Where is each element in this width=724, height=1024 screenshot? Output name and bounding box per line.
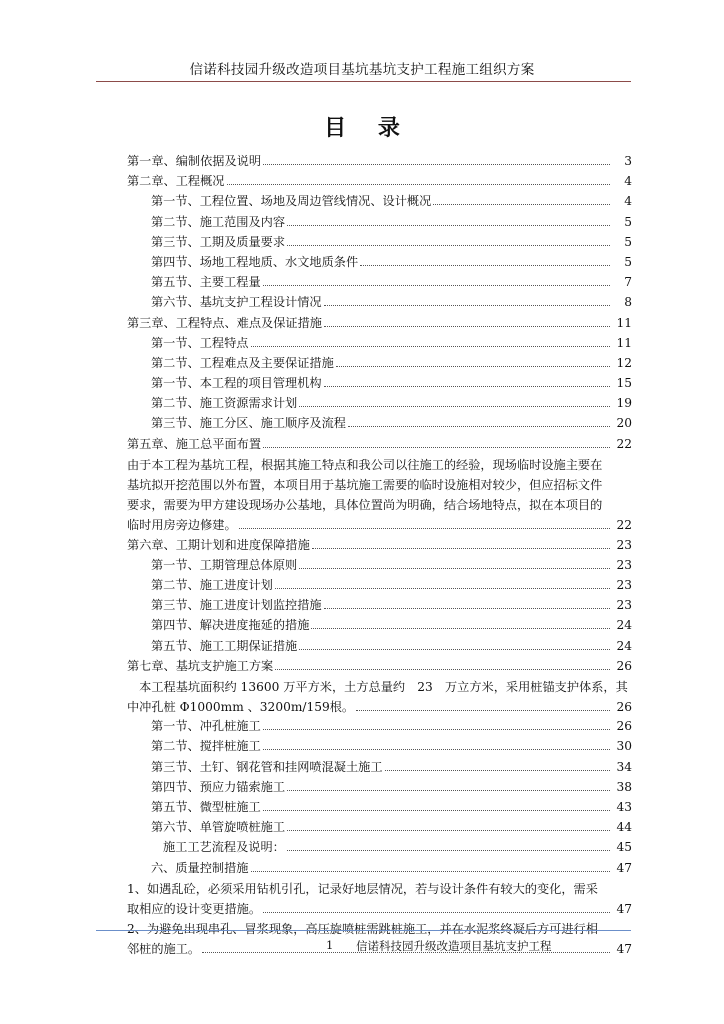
toc-entry[interactable] xyxy=(127,899,632,919)
toc-dot-leader xyxy=(287,225,610,226)
toc-dot-leader xyxy=(275,588,610,589)
toc-entry[interactable] xyxy=(127,273,632,293)
toc-entry[interactable] xyxy=(127,576,632,596)
toc-dot-leader xyxy=(263,164,610,165)
toc-dot-leader xyxy=(263,810,610,811)
toc-entry[interactable] xyxy=(127,172,632,192)
toc-entry-label: 第四节、场地工程地质、水文地质条件 xyxy=(151,254,359,269)
toc-dot-leader xyxy=(263,729,610,730)
toc-entry[interactable] xyxy=(127,758,632,778)
toc-entry[interactable] xyxy=(127,697,632,717)
toc-paragraph-2 xyxy=(127,677,632,717)
toc-entry-label: 第六章、工期计划和进度保障措施 xyxy=(127,537,310,552)
toc-dot-leader xyxy=(324,305,610,306)
toc-paragraph-3 xyxy=(127,879,632,919)
toc-dot-leader xyxy=(287,790,610,791)
paragraph-line-text: 1、如遇乱砼，必须采用钻机引孔，记录好地层情况，若与设计条件有较大的变化，需采 xyxy=(127,881,598,896)
toc-entry-page: 26 xyxy=(616,700,632,715)
toc-entry-label: 第一节、冲孔桩施工 xyxy=(151,719,261,734)
toc-entry[interactable] xyxy=(127,435,632,455)
toc-entry-label: 第二节、搅拌桩施工 xyxy=(151,739,261,754)
toc-entry[interactable] xyxy=(127,213,632,233)
paragraph-line-text: 要求，需要为甲方建设现场办公基地，具体位置尚为明确，结合场地特点，拟在本项目的 xyxy=(127,498,603,513)
toc-entry[interactable] xyxy=(127,374,632,394)
footer-title: 信诺科技园升级改造项目基坑支护工程 xyxy=(356,939,552,953)
toc-entry-label: 第六节、基坑支护工程设计情况 xyxy=(151,295,322,310)
toc-dot-leader xyxy=(263,912,610,913)
toc-entry-label: 第三节、施工分区、施工顺序及流程 xyxy=(151,416,346,431)
toc-entry-page: 23 xyxy=(616,557,632,572)
toc-entry-page: 11 xyxy=(616,315,632,330)
toc-entry-label: 第四节、预应力锚索施工 xyxy=(151,779,286,794)
toc-entry[interactable] xyxy=(127,859,632,879)
toc-entry-label: 第二节、施工进度计划 xyxy=(151,577,273,592)
toc-entry-page: 5 xyxy=(624,214,632,229)
toc-dot-leader xyxy=(360,265,610,266)
paragraph-line xyxy=(127,495,632,515)
toc-entry-page: 24 xyxy=(616,618,632,633)
toc-entry-page: 5 xyxy=(624,254,632,269)
toc-entry-label: 第二节、施工资源需求计划 xyxy=(151,396,298,411)
toc-entry-label: 第六节、单管旋喷桩施工 xyxy=(151,820,286,835)
toc-dot-leader xyxy=(299,406,610,407)
toc-entry[interactable] xyxy=(127,293,632,313)
toc-entry-page: 4 xyxy=(624,194,632,209)
paragraph-line-text: 由于本工程为基坑工程，根据其施工特点和我公司以往施工的经验，现场临时设施主要在 xyxy=(127,457,603,472)
toc-entry[interactable] xyxy=(127,556,632,576)
toc-entry[interactable] xyxy=(127,253,632,273)
toc-entry-label: 第七章、基坑支护施工方案 xyxy=(127,658,274,673)
toc-entry[interactable] xyxy=(127,414,632,434)
toc-entry-page: 5 xyxy=(624,234,632,249)
toc-entry-label: 第一节、工程特点 xyxy=(151,335,249,350)
toc-entry-label: 中冲孔桩 Φ1000mm 、3200m/159根。 xyxy=(127,700,355,715)
toc-dot-leader xyxy=(263,447,610,448)
toc-entry[interactable] xyxy=(127,152,632,172)
toc-entry-label: 取相应的设计变更措施。 xyxy=(127,901,262,916)
toc-dot-leader xyxy=(356,710,610,711)
toc-entry[interactable] xyxy=(127,394,632,414)
toc-dot-leader xyxy=(251,346,611,347)
toc-entry[interactable] xyxy=(127,515,632,535)
toc-entry-page: 43 xyxy=(616,800,632,814)
paragraph-line xyxy=(127,455,632,475)
toc-entry-page: 47 xyxy=(616,860,632,875)
toc-entry-label: 第四节、解决进度拖延的措施 xyxy=(151,618,310,633)
toc-group-1 xyxy=(127,152,632,455)
header-title: 信诺科技园升级改造项目基坑基坑支护工程施工组织方案 xyxy=(189,62,535,78)
toc-dot-leader xyxy=(348,426,610,427)
toc-entry-page: 23 xyxy=(616,598,632,613)
toc-entry-page: 7 xyxy=(624,275,632,290)
toc-paragraph-1 xyxy=(127,455,632,536)
toc-entry-label: 临时用房旁边修建。 xyxy=(127,518,237,533)
toc-entry[interactable] xyxy=(127,818,632,838)
toc-entry-page: 22 xyxy=(616,436,632,451)
toc-entry-label: 第五节、微型桩施工 xyxy=(151,800,261,814)
toc-entry-page: 23 xyxy=(616,537,632,552)
toc-dot-leader xyxy=(275,669,610,670)
toc-entry-page: 15 xyxy=(616,376,632,391)
toc-entry-label: 第五章、施工总平面布置 xyxy=(127,436,262,451)
toc-dot-leader xyxy=(336,366,610,367)
toc-entry-label: 第三节、工期及质量要求 xyxy=(151,234,286,249)
toc-entry[interactable] xyxy=(127,657,632,677)
toc-entry-page: 3 xyxy=(624,154,632,168)
toc-entry-page: 30 xyxy=(616,739,632,754)
header-rule xyxy=(96,81,631,82)
toc-entry-label: 第三章、工程特点、难点及保证措施 xyxy=(127,315,322,330)
toc-entry-label: 第一节、工期管理总体原则 xyxy=(151,557,298,572)
toc-entry-page: 44 xyxy=(616,820,632,835)
toc-entry[interactable] xyxy=(127,334,632,354)
toc-dot-leader xyxy=(324,386,610,387)
paragraph-line xyxy=(127,475,632,495)
toc-entry-page: 23 xyxy=(616,577,632,592)
toc-dot-leader xyxy=(287,830,610,831)
toc-dot-leader xyxy=(227,184,611,185)
toc-dot-leader xyxy=(251,871,611,872)
toc-dot-leader xyxy=(299,649,610,650)
toc-entry[interactable] xyxy=(127,233,632,253)
toc-entry-label: 六、质量控制措施 xyxy=(151,860,249,875)
toc-entry-page: 11 xyxy=(616,335,632,350)
paragraph-line-text: 本工程基坑面积约 13600 万平方米，土方总量约 23 万立方米，采用桩锚支护体系，其 xyxy=(127,679,628,694)
paragraph-line-text: 基坑拟开挖范围以外布置，本项目用于基坑施工需要的临时设施相对较少，但应招标文件 xyxy=(127,478,603,492)
toc-entry-label: 第二节、施工范围及内容 xyxy=(151,214,286,229)
toc-entry-page: 12 xyxy=(616,355,632,370)
paragraph-line xyxy=(127,677,632,697)
footer-page-number: 1 xyxy=(326,938,334,952)
toc-entry[interactable] xyxy=(127,737,632,757)
toc-entry-page: 38 xyxy=(616,779,632,794)
toc-entry-page: 22 xyxy=(616,518,632,533)
toc-group-3 xyxy=(127,717,632,879)
toc-entry[interactable] xyxy=(127,192,632,212)
toc-entry-page: 8 xyxy=(624,295,632,310)
toc-dot-leader xyxy=(324,326,610,327)
toc-entry-page: 20 xyxy=(616,416,632,431)
table-of-contents xyxy=(127,152,632,960)
toc-dot-leader xyxy=(324,608,610,609)
toc-entry-page: 47 xyxy=(616,901,632,916)
toc-dot-leader xyxy=(263,285,610,286)
toc-entry-label: 第二章、工程概况 xyxy=(127,174,225,189)
toc-entry[interactable] xyxy=(127,838,632,858)
paragraph-line xyxy=(127,879,632,899)
toc-entry-page: 4 xyxy=(624,174,632,189)
toc-entry-page: 24 xyxy=(616,638,632,653)
toc-entry[interactable] xyxy=(127,354,632,374)
toc-entry-label: 第五节、主要工程量 xyxy=(151,275,261,290)
toc-entry[interactable] xyxy=(127,596,632,616)
toc-entry-page: 26 xyxy=(616,658,632,673)
toc-entry[interactable] xyxy=(127,314,632,334)
toc-entry-label: 第二节、工程难点及主要保证措施 xyxy=(151,355,334,370)
toc-title: 目 录 xyxy=(324,115,412,141)
toc-dot-leader xyxy=(263,749,610,750)
toc-entry[interactable] xyxy=(127,778,632,798)
paragraph-line-text: 2、为避免出现串孔、冒浆现象，高压旋喷桩需跳桩施工，并在水泥浆终凝后方可进行相 xyxy=(127,922,598,937)
toc-entry-label: 第一节、本工程的项目管理机构 xyxy=(151,376,322,391)
toc-entry-label: 第一节、工程位置、场地及周边管线情况、设计概况 xyxy=(151,194,432,209)
toc-dot-leader xyxy=(299,568,610,569)
toc-entry[interactable] xyxy=(127,637,632,657)
toc-entry[interactable] xyxy=(127,717,632,737)
toc-dot-leader xyxy=(385,770,610,771)
toc-entry-page: 45 xyxy=(616,840,632,855)
toc-dot-leader xyxy=(287,850,610,851)
toc-entry-page: 34 xyxy=(616,759,632,774)
toc-entry-label: 施工工艺流程及说明： xyxy=(163,840,285,855)
toc-entry-page: 26 xyxy=(616,719,632,734)
toc-dot-leader xyxy=(287,245,610,246)
toc-entry-page: 19 xyxy=(616,396,632,411)
toc-entry-label: 第五节、施工工期保证措施 xyxy=(151,638,298,653)
toc-entry[interactable] xyxy=(127,536,632,556)
footer-rule xyxy=(96,930,631,931)
toc-dot-leader xyxy=(311,628,610,629)
toc-entry-label: 第一章、编制依据及说明 xyxy=(127,154,262,168)
toc-group-2 xyxy=(127,536,632,677)
toc-entry[interactable] xyxy=(127,616,632,636)
toc-dot-leader xyxy=(239,528,610,529)
toc-entry-label: 第三节、土钉、钢花管和挂网喷混凝土施工 xyxy=(151,759,383,774)
toc-entry-label: 第三节、施工进度计划监控措施 xyxy=(151,598,322,613)
toc-entry-label: 邻桩的施工。 xyxy=(127,942,201,957)
toc-entry-page: 47 xyxy=(616,942,632,957)
toc-entry[interactable] xyxy=(127,798,632,818)
toc-dot-leader xyxy=(433,204,610,205)
toc-dot-leader xyxy=(312,548,610,549)
